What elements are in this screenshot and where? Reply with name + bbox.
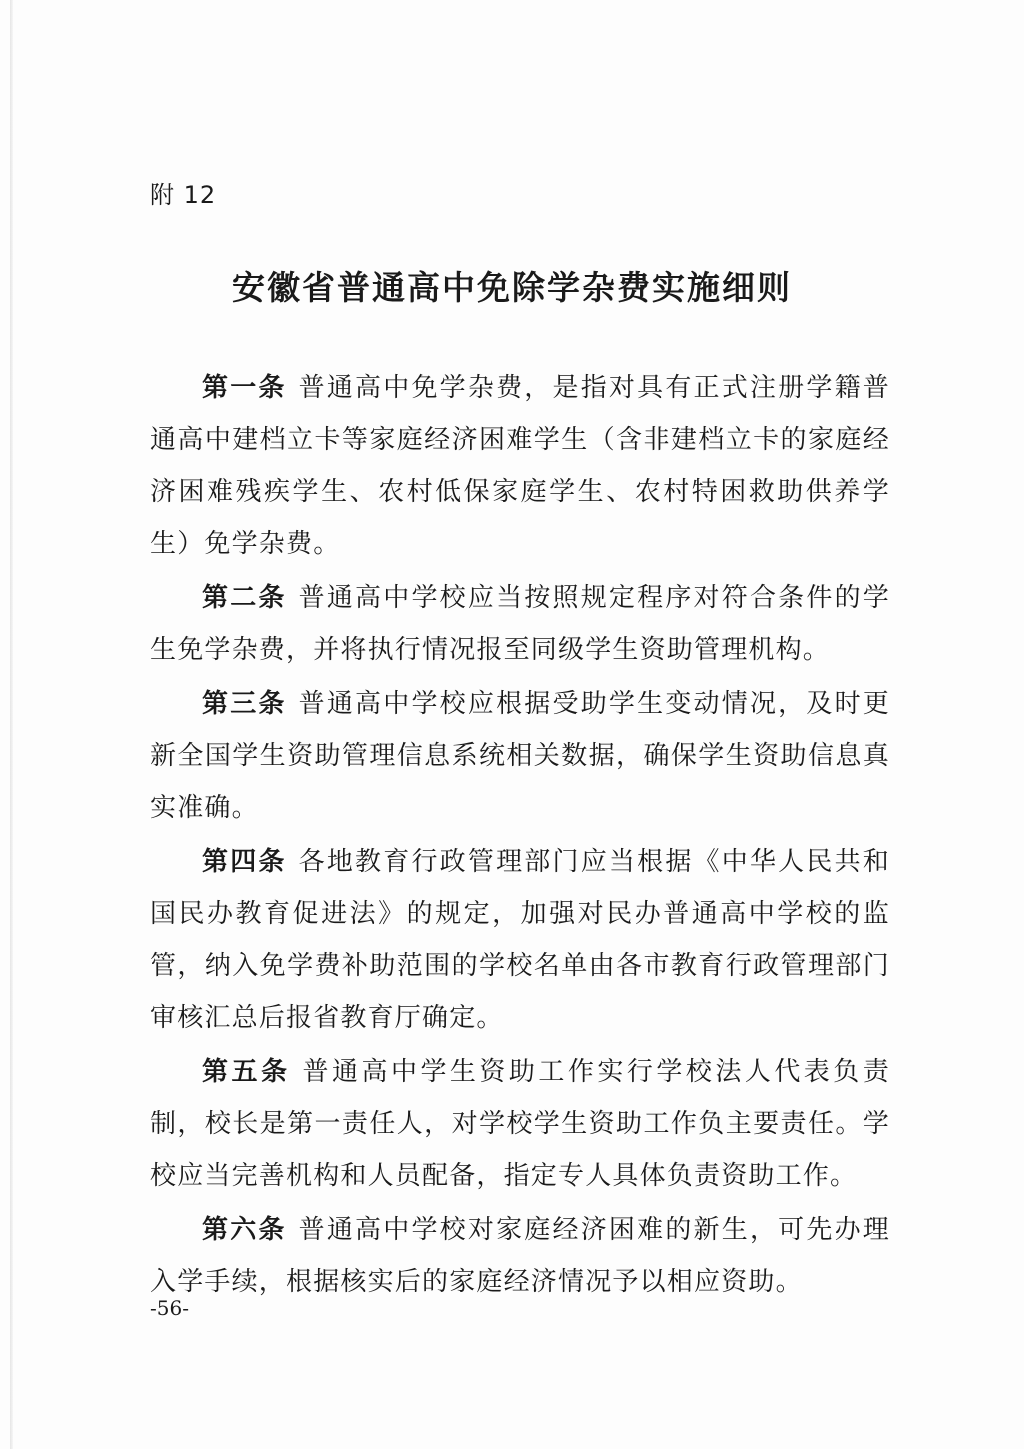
article-2-label: 第二条 [202,583,287,613]
article-5 [150,1046,890,1202]
article-2-text: 普通高中学校应当按照规定程序对符合条件的学生免学杂费，并将执行情况报至同级学生资助管理机构。 [150,583,890,665]
document-body [150,362,890,1310]
article-5-text: 普通高中学生资助工作实行学校法人代表负责制，校长是第一责任人，对学校学生资助工作负主要责任。学校应当完善机构和人员配备，指定专人具体负责资助工作。 [150,1057,890,1191]
attachment-label: 附 12 [150,181,217,209]
article-4-label: 第四条 [202,847,287,877]
article-6 [150,1204,890,1308]
article-4 [150,836,890,1044]
article-1-label: 第一条 [202,373,287,403]
article-5-label: 第五条 [202,1057,291,1087]
article-2 [150,572,890,676]
article-6-text: 普通高中学校对家庭经济困难的新生，可先办理入学手续，根据核实后的家庭经济情况予以相应资助。 [150,1215,890,1297]
article-6-label: 第六条 [202,1215,287,1245]
article-3-text: 普通高中学校应根据受助学生变动情况，及时更新全国学生资助管理信息系统相关数据，确保学生资助信息真实准确。 [150,689,890,823]
article-4-text: 各地教育行政管理部门应当根据《中华人民共和国民办教育促进法》的规定，加强对民办普通高中学校的监管，纳入免学费补助范围的学校名单由各市教育行政管理部门审核汇总后报省教育厅确定。 [150,847,890,1033]
article-1-text: 普通高中免学杂费，是指对具有正式注册学籍普通高中建档立卡等家庭经济困难学生（含非建档立卡的家庭经济困难残疾学生、农村低保家庭学生、农村特困救助供养学生）免学杂费。 [150,373,890,559]
article-1 [150,362,890,570]
article-3-label: 第三条 [202,689,287,719]
page-number: -56- [150,1296,189,1320]
document-title: 安徽省普通高中免除学杂费实施细则 [232,268,792,307]
article-3 [150,678,890,834]
scan-edge [10,0,13,1449]
